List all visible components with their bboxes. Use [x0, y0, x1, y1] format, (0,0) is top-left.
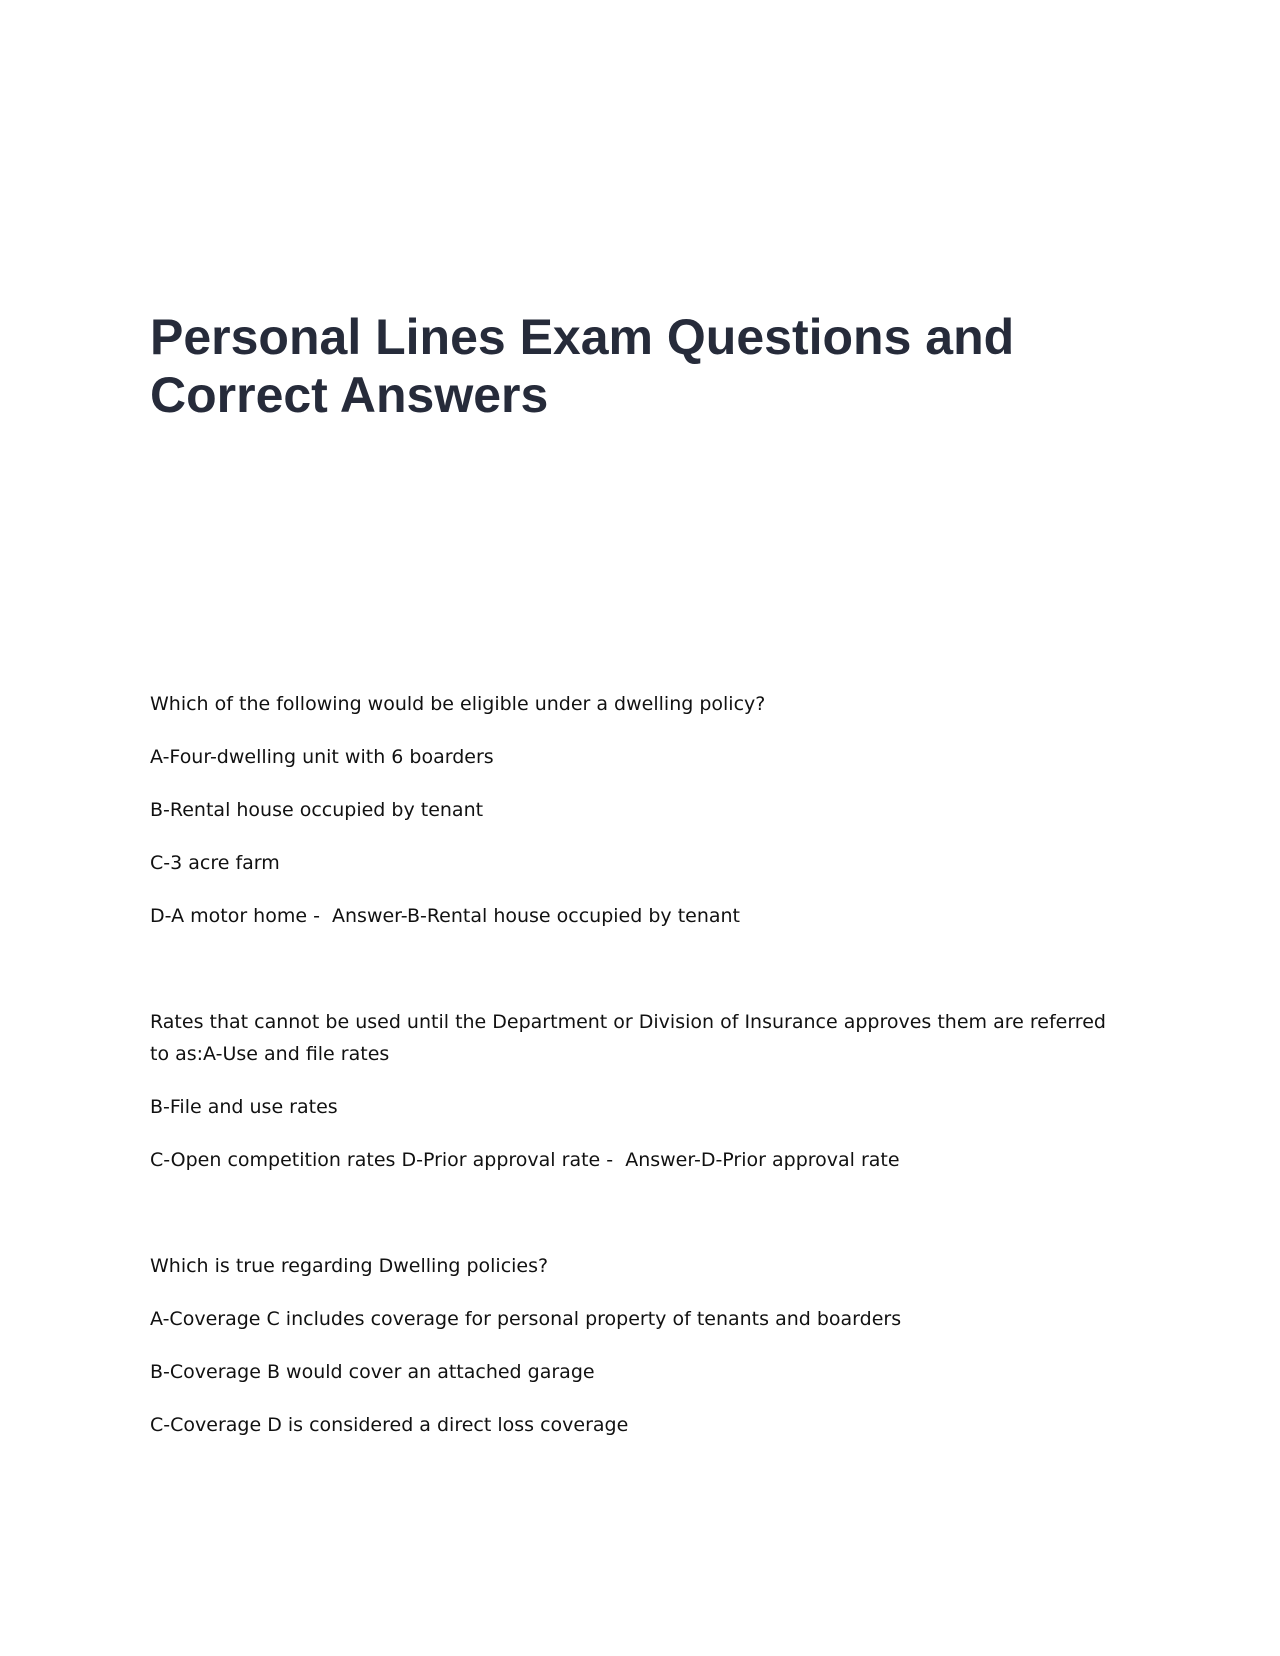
answer-option: B-Coverage B would cover an attached garage — [150, 1361, 595, 1383]
document-title: Personal Lines Exam Questions and Correct Answers — [150, 309, 1015, 423]
answer-option: A-Coverage C includes coverage for personal property of tenants and boarders — [150, 1308, 902, 1330]
question-block-2 — [150, 1006, 1130, 1176]
question-block-1 — [150, 688, 1130, 932]
answer-option: B-Rental house occupied by tenant — [150, 799, 484, 821]
answer-option: C-Coverage D is considered a direct loss coverage — [150, 1414, 629, 1436]
answer-option: B-File and use rates — [150, 1096, 338, 1118]
answer-option-with-answer: C-Open competition rates D-Prior approval rate - Answer-D-Prior approval rate — [150, 1149, 900, 1171]
answer-option: C-3 acre farm — [150, 852, 280, 874]
document-body — [150, 688, 1130, 1515]
question-text: Rates that cannot be used until the Department or Division of Insurance approves them are referred to as:A-Use and file rates — [150, 1011, 1112, 1065]
question-block-3 — [150, 1250, 1130, 1441]
question-text: Which of the following would be eligible under a dwelling policy? — [150, 693, 766, 715]
question-text: Which is true regarding Dwelling policies? — [150, 1255, 549, 1277]
answer-option: A-Four-dwelling unit with 6 boarders — [150, 746, 494, 768]
answer-option-with-answer: D-A motor home - Answer-B-Rental house occupied by tenant — [150, 905, 741, 927]
